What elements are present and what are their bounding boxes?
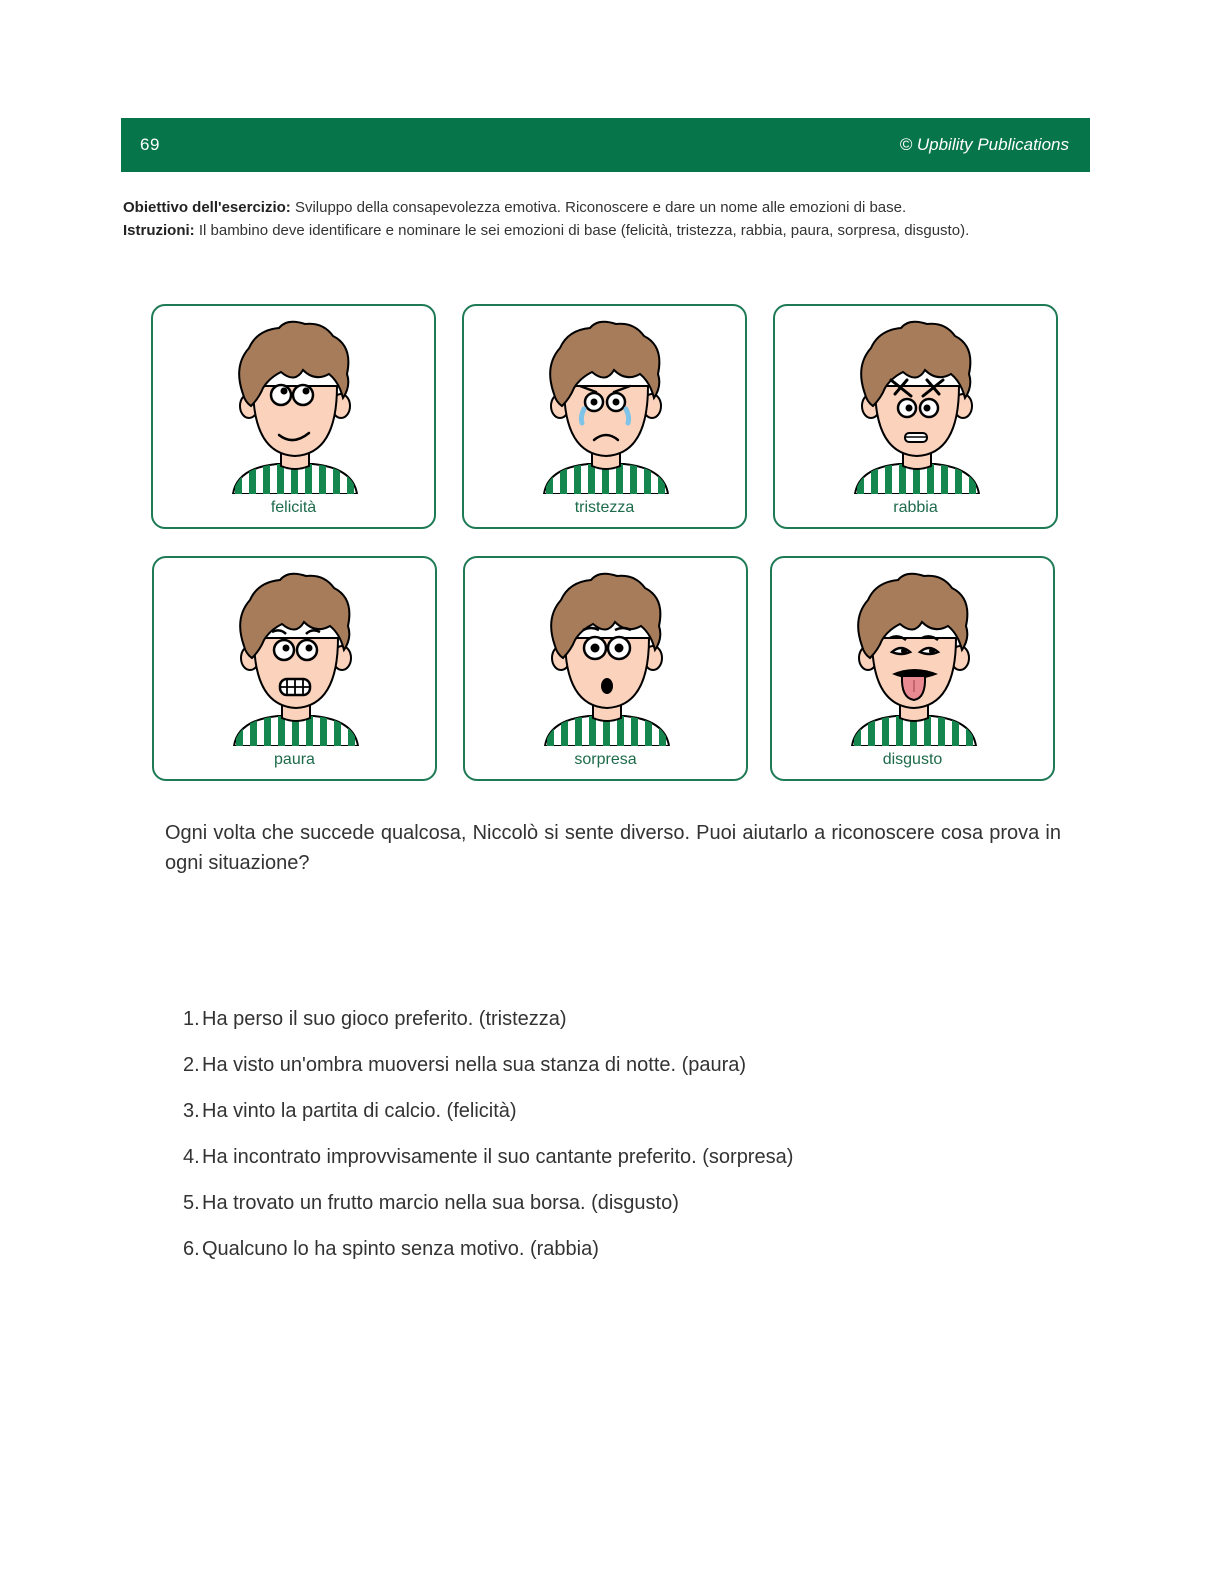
item-text: Ha trovato un frutto marcio nella sua borsa. (disgusto): [202, 1192, 679, 1214]
emotion-label: rabbia: [893, 499, 938, 516]
objective-text: Sviluppo della consapevolezza emotiva. Riconoscere e dare un nome alle emozioni di base.: [290, 199, 907, 216]
emotion-label: tristezza: [574, 499, 635, 516]
item-number: 1.: [183, 1008, 200, 1030]
disgusted-boy-face: [834, 568, 994, 746]
list-item: [183, 1234, 793, 1280]
emotion-card-paura: [152, 556, 437, 781]
emotion-card-sorpresa: [463, 556, 748, 781]
item-text: Ha vinto la partita di calcio. (felicità): [202, 1100, 517, 1122]
emotion-label: felicità: [270, 499, 317, 516]
situation-list: [183, 1004, 793, 1280]
list-item: [183, 1142, 793, 1188]
instructions-line: [123, 219, 1083, 242]
instructions-text: Il bambino deve identificare e nominare le sei emozioni di base (felicità, tristezza, rabbia, paura, sorpresa, disgusto).: [194, 222, 970, 239]
item-text: Ha perso il suo gioco preferito. (tristezza): [202, 1008, 567, 1030]
emotion-card-rabbia: [773, 304, 1058, 529]
emotion-card-tristezza: [462, 304, 747, 529]
publisher-credit: © Upbility Publications: [899, 135, 1069, 154]
item-text: Ha visto un'ombra muoversi nella sua stanza di notte. (paura): [202, 1054, 747, 1076]
page-header: [121, 118, 1090, 172]
item-text: Qualcuno lo ha spinto senza motivo. (rabbia): [202, 1238, 599, 1260]
page-number: 69: [140, 135, 160, 154]
objective-line: [123, 196, 1083, 219]
item-text: Ha incontrato improvvisamente il suo cantante preferito. (sorpresa): [202, 1146, 794, 1168]
crying-boy-face: [526, 316, 686, 494]
objective-label: Obiettivo dell'esercizio:: [123, 199, 291, 216]
emotion-label: paura: [274, 751, 315, 768]
list-item: [183, 1004, 793, 1050]
item-number: 2.: [183, 1054, 200, 1076]
item-number: 6.: [183, 1238, 200, 1260]
list-item: [183, 1188, 793, 1234]
exercise-description: [123, 196, 1083, 242]
list-item: [183, 1050, 793, 1096]
item-number: 3.: [183, 1100, 200, 1122]
emotion-label: sorpresa: [574, 751, 637, 768]
list-item: [183, 1096, 793, 1142]
angry-boy-face: [837, 316, 997, 494]
instructions-label: Istruzioni:: [123, 222, 195, 239]
emotion-card-disgusto: [770, 556, 1055, 781]
intro-paragraph: Ogni volta che succede qualcosa, Niccolò si sente diverso. Puoi aiutarlo a riconoscere cosa prova in ogni situazione?: [165, 822, 1061, 874]
emotion-card-felicita: [151, 304, 436, 529]
item-number: 4.: [183, 1146, 200, 1168]
emotion-label: disgusto: [882, 751, 943, 768]
happy-boy-face: [215, 316, 375, 494]
surprised-boy-face: [527, 568, 687, 746]
item-number: 5.: [183, 1192, 200, 1214]
scared-boy-face: [216, 568, 376, 746]
